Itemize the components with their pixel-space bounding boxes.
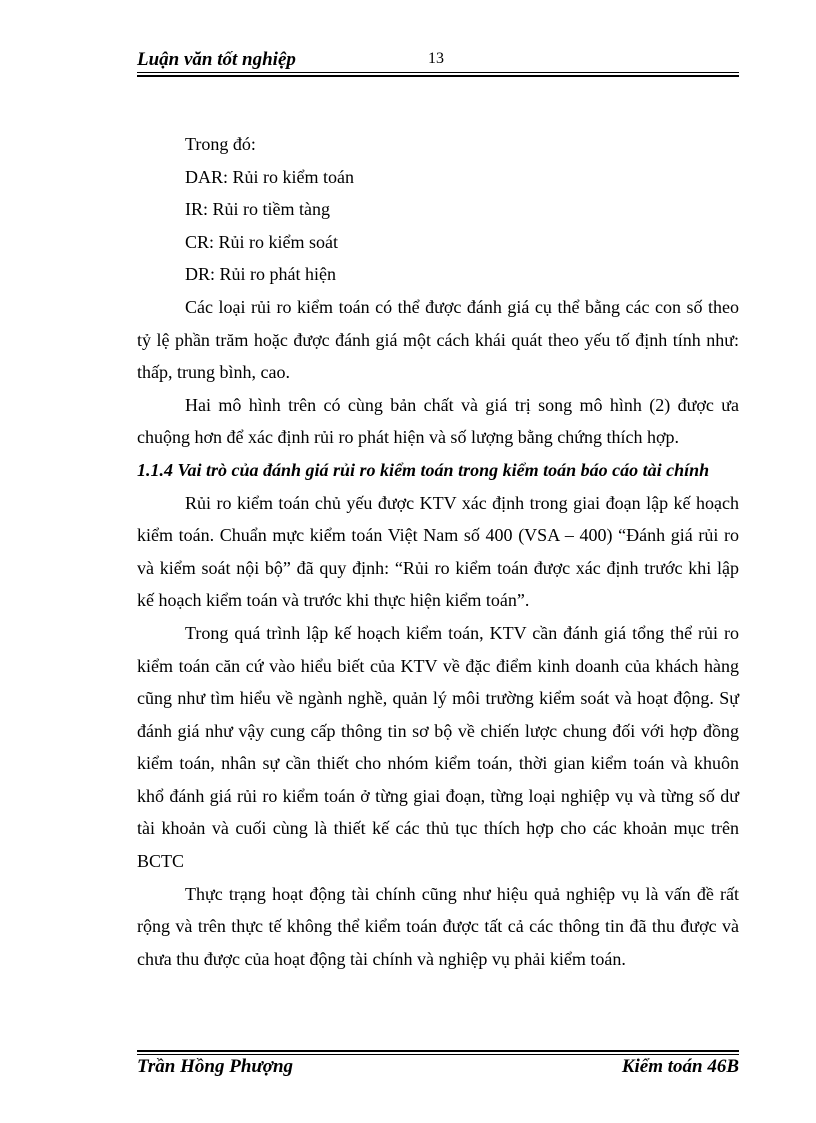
paragraph-2: Hai mô hình trên có cùng bản chất và giá trị song mô hình (2) được ưa chuộng hơn để xác định rủi ro phát hiện và số lượng bằng chứng thích hợp. xyxy=(137,394,739,448)
footer-class: Kiểm toán 46B xyxy=(621,1056,739,1077)
footer-author: Trần Hồng Phượng xyxy=(137,1056,294,1077)
header-rule-thick xyxy=(137,75,739,77)
definition-dr: DR: Rủi ro phát hiện xyxy=(185,264,336,285)
section-heading: 1.1.4 Vai trò của đánh giá rủi ro kiểm toán trong kiểm toán báo cáo tài chính xyxy=(137,459,710,480)
definition-cr: CR: Rủi ro kiểm soát xyxy=(185,231,338,252)
definition-ir: IR: Rủi ro tiềm tàng xyxy=(185,199,330,220)
body-text xyxy=(137,128,739,975)
definition-dar: DAR: Rủi ro kiểm toán xyxy=(185,166,354,187)
paragraph-1: Các loại rủi ro kiểm toán có thể được đánh giá cụ thể bằng các con số theo tỷ lệ phần trăm hoặc được đánh giá một cách khái quát theo yếu tố định tính như: thấp, trung bình, cao. xyxy=(137,296,739,383)
footer-rule-thick xyxy=(137,1050,739,1052)
paragraph-4: Trong quá trình lập kế hoạch kiểm toán, KTV cần đánh giá tổng thể rủi ro kiểm toán căn cứ vào hiểu biết của KTV về đặc điểm kinh doanh của khách hàng cũng như tìm hiểu về ngành nghề, quản lý môi trường kiểm soát và hoạt động. Sự đánh giá như vậy cung cấp thông tin sơ bộ về chiến lược chung đối với hợp đồng kiểm toán, nhân sự cần thiết cho nhóm kiểm toán, thời gian kiểm toán và khuôn khổ đánh giá rủi ro kiểm toán ở từng giai đoạn, từng loại nghiệp vụ và từng số dư tài khoản và cuối cùng là thiết kế các thủ tục thích hợp cho các khoản mục trên BCTC xyxy=(137,622,739,872)
intro-line: Trong đó: xyxy=(185,134,256,154)
header-rule-thin xyxy=(137,72,739,73)
page-number: 13 xyxy=(428,50,444,67)
paragraph-5: Thực trạng hoạt động tài chính cũng như hiệu quả nghiệp vụ là vấn đề rất rộng và trên thực tế không thể kiểm toán được tất cả các thông tin đã thu được và chưa thu được của hoạt động tài chính và nghiệp vụ phải kiểm toán. xyxy=(137,883,739,969)
header-title: Luận văn tốt nghiệp xyxy=(137,49,296,70)
paragraph-3: Rủi ro kiểm toán chủ yếu được KTV xác định trong giai đoạn lập kế hoạch kiểm toán. Chuẩn mực kiểm toán Việt Nam số 400 (VSA – 400) “Đánh giá rủi ro và kiểm soát nội bộ” đã quy định: “Rủi ro kiểm toán được xác định trước khi lập kế hoạch kiểm toán và trước khi thực hiện kiểm toán”. xyxy=(137,492,739,611)
